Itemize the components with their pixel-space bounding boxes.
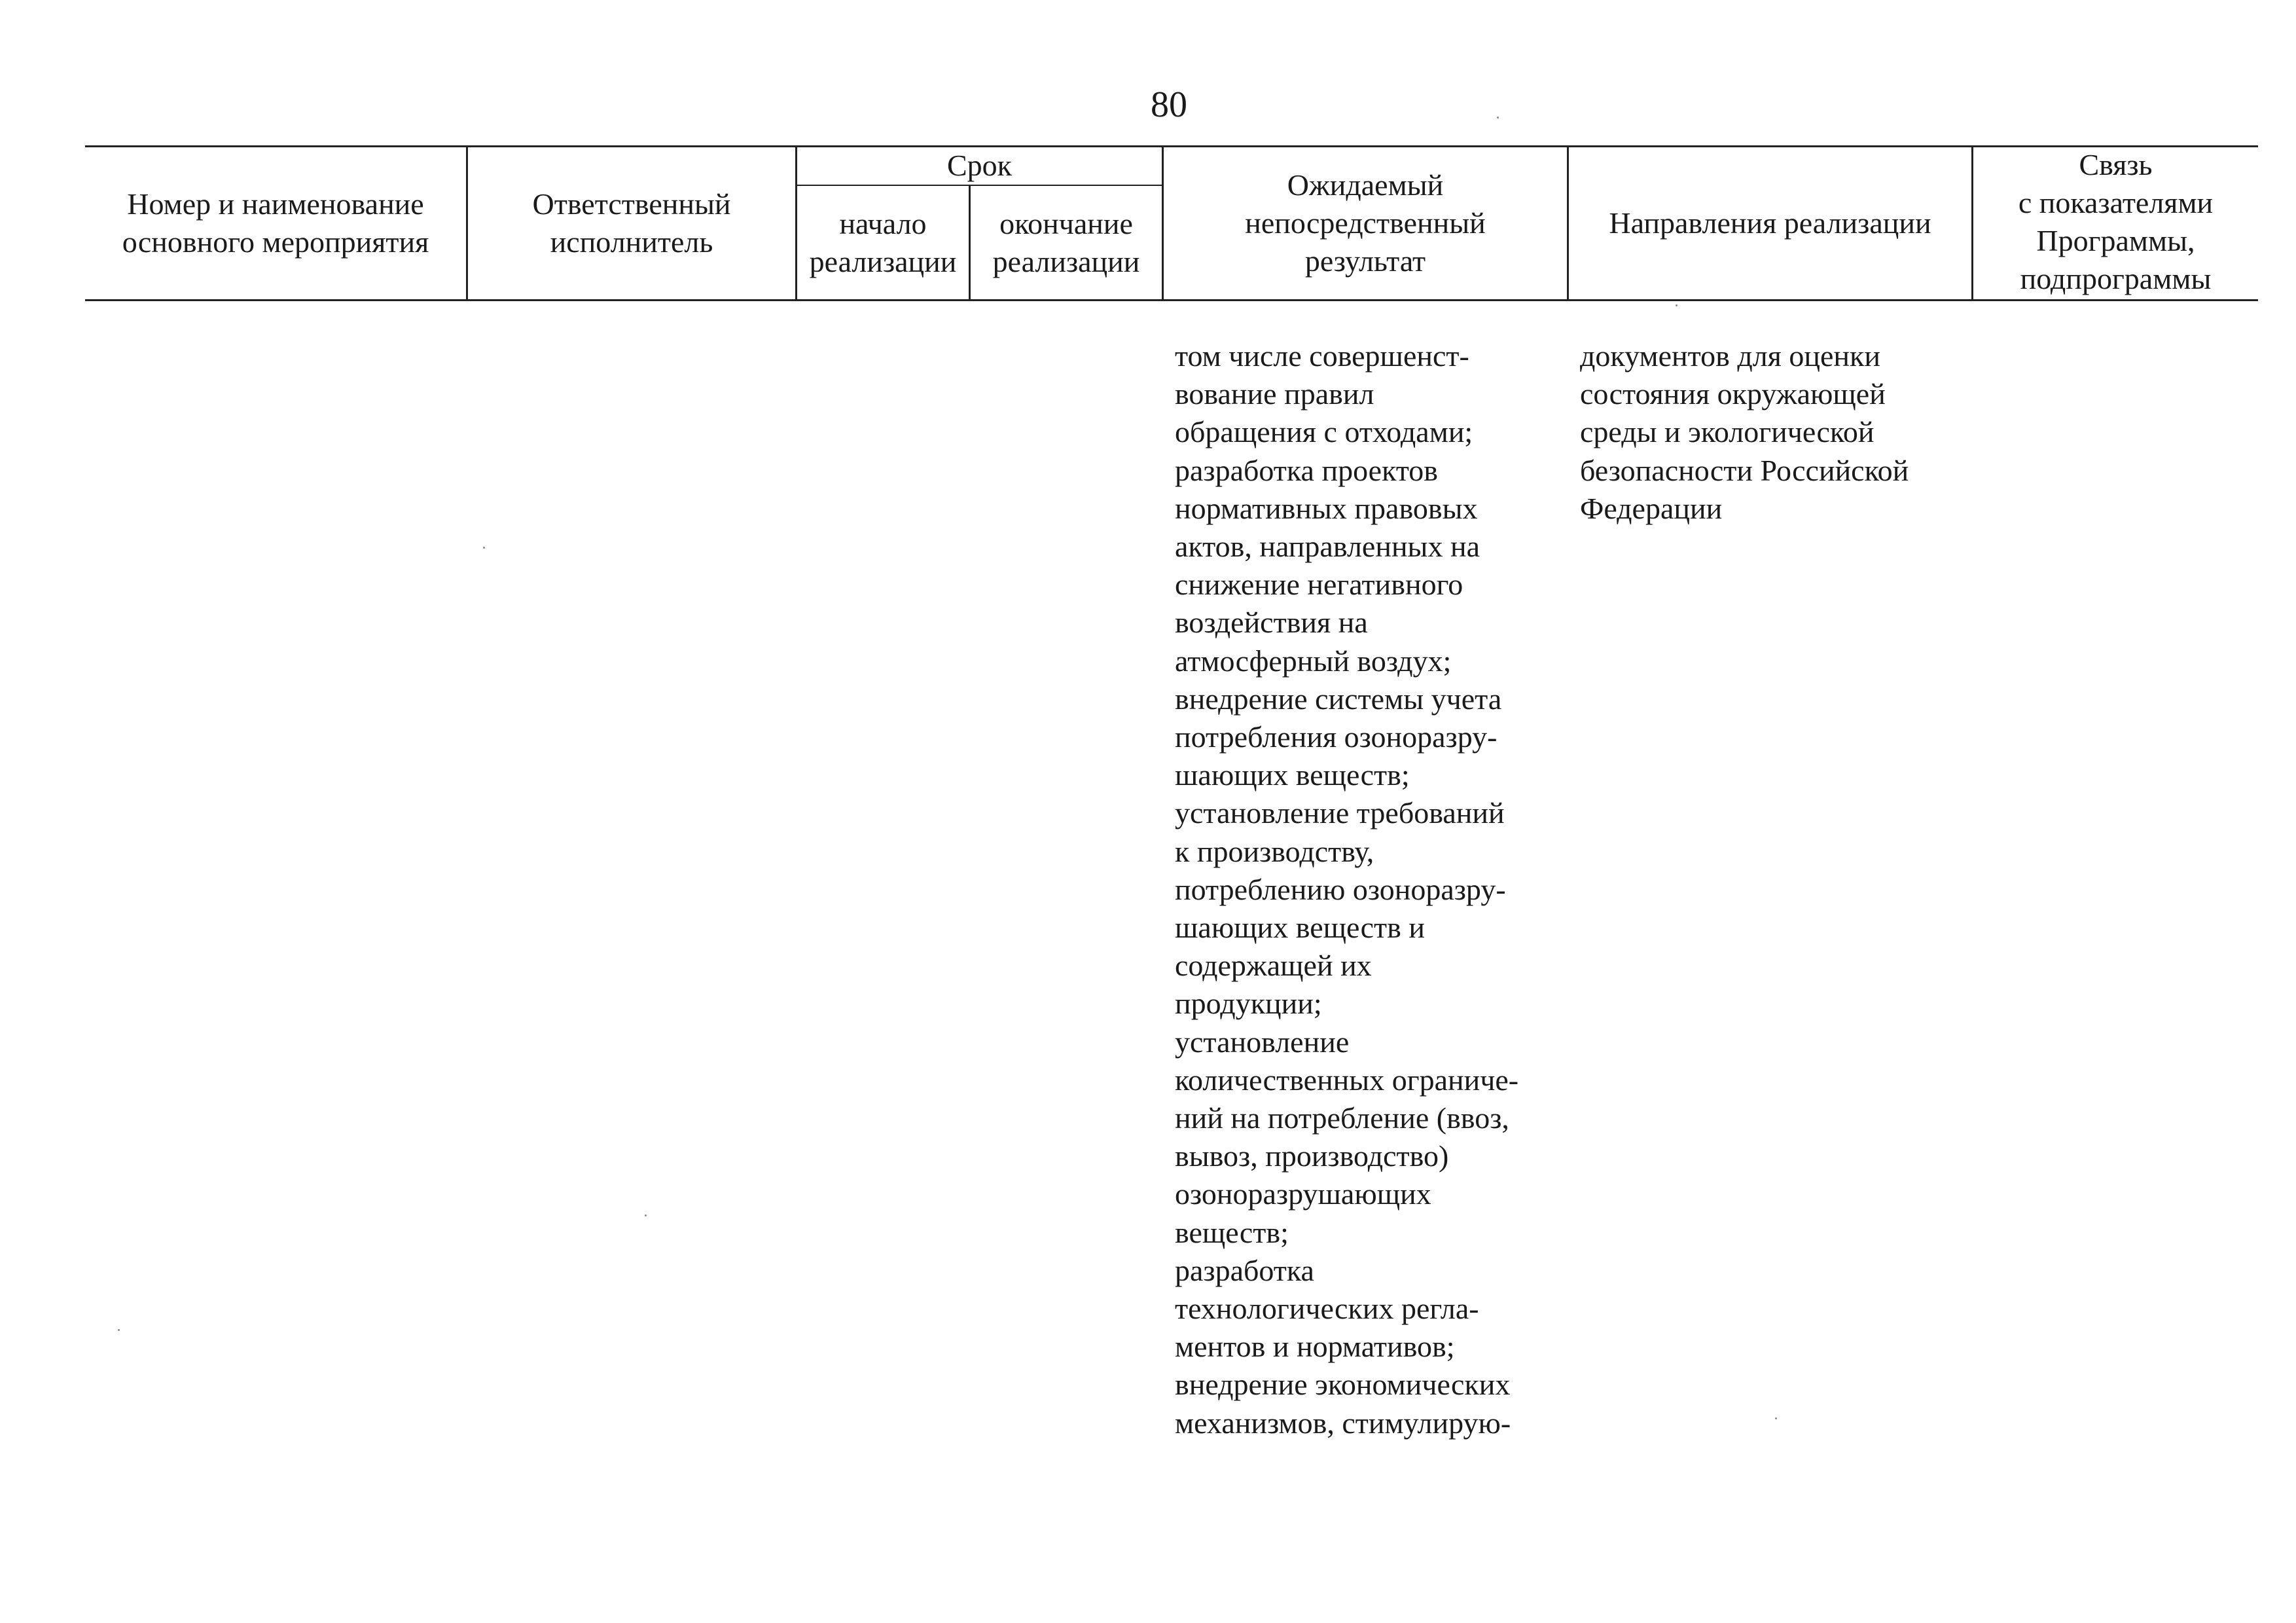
directions-text: документов для оценки состояния окружающей среды и экологической безопасности Российской Федерации [1580,339,1909,525]
header-start: начало реализации [809,206,957,278]
header-indicator-link: Связь с показателями Программы, подпрограммы [2018,147,2214,295]
header-responsible-executor: Ответственный исполнитель [532,187,731,259]
scan-speck [483,547,485,549]
scan-speck [118,1329,120,1331]
header-srok: Срок [946,149,1013,182]
header-directions: Направления реализации [1609,206,1931,240]
expected-result-text: том числе совершенст- вование правил обращения с отходами; разработка проектов нормативных правовых актов, направленных на снижение негативного воздействия на атмосферный воздух; внедрение системы учета потребления озоноразру- шающих веществ; установление требований к производству, потреблению озоноразру- шающих веществ и содержащей их продукции; установление количественных ограниче- ний на потребление (ввоз, вывоз, производство) озоноразрушающих веществ; разработка технологических регла- ментов и нормативов; внедрение экономических механизмов, стимулирую- [1175,339,1519,1440]
scan-speck [1497,117,1499,119]
header-measure-name: Номер и наименование основного мероприятия [122,187,429,259]
scan-speck [645,1214,647,1216]
scan-speck [1775,1417,1777,1419]
header-expected-result: Ожидаемый непосредственный результат [1245,168,1486,278]
header-bottom-rule [85,299,2258,301]
scan-speck [1676,304,1677,306]
page-number: 80 [1151,84,1187,125]
header-end: окончание реализации [992,206,1140,278]
